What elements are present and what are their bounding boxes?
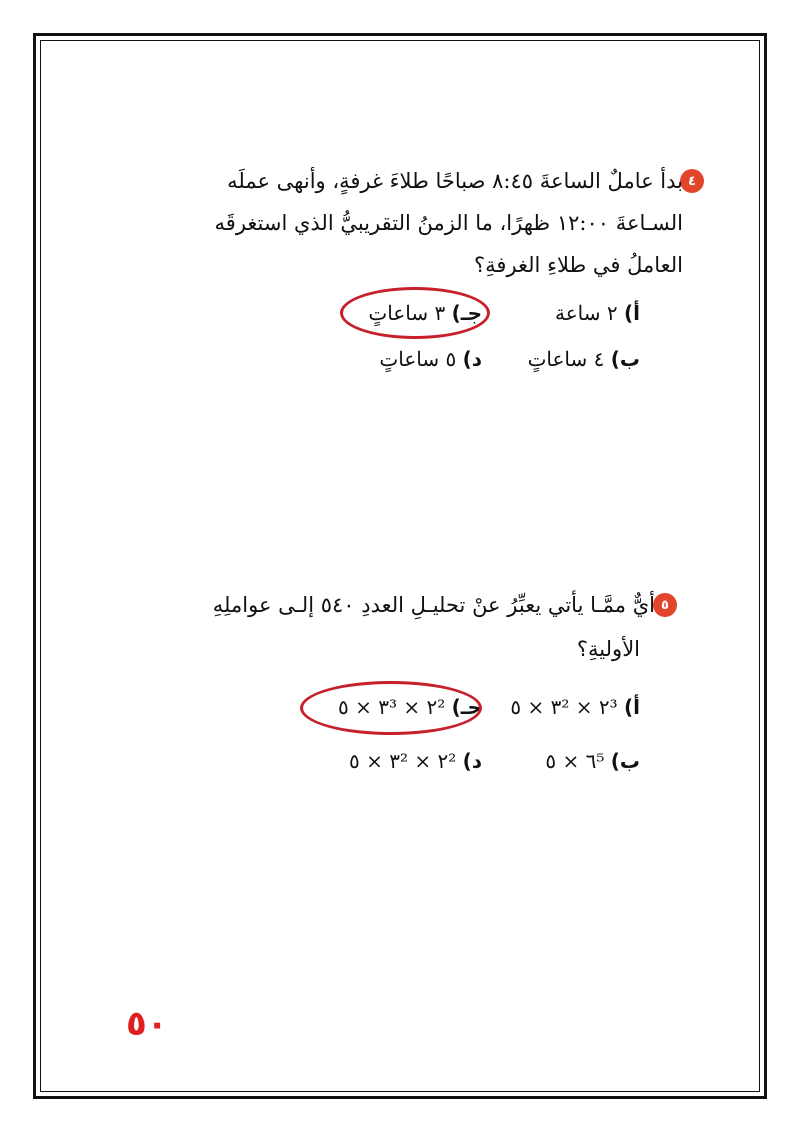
question-4-line-3: العاملُ في طلاءِ الغرفةِ؟: [474, 253, 683, 277]
option-letter: ب): [610, 347, 640, 371]
question-4-line-2: السـاعةَ ١٢:٠٠ ظهرًا، ما الزمنُ التقريبيُّ الذي استغرقَه: [214, 211, 683, 235]
option-letter: جـ): [451, 695, 482, 719]
option-letter: ب): [610, 749, 640, 773]
answer-circle-question-5: [300, 681, 482, 735]
option-letter: د): [462, 347, 482, 371]
question-5-line-2: الأوليةِ؟: [576, 637, 640, 661]
question-5-line-1: أيٌّ ممَّـا يأتي يعبِّرُ عنْ تحليـلِ العددِ ٥٤٠ إلـى عواملِهِ: [212, 593, 655, 617]
option-letter: أ): [624, 301, 640, 325]
question-4-option-d[interactable]: [379, 342, 482, 376]
option-letter: د): [462, 749, 482, 773]
option-letter: جـ): [451, 301, 482, 325]
option-letter: أ): [624, 695, 640, 719]
answer-circle-question-4: [340, 287, 490, 339]
question-5-number-badge: ٥: [653, 593, 677, 617]
option-text: ٢² × ٣² × ٥: [348, 749, 457, 773]
option-text: ٢³ × ٣² × ٥: [510, 695, 618, 719]
option-text: ٦⁵ × ٥: [545, 749, 605, 773]
question-5-option-d[interactable]: [349, 744, 482, 778]
question-5-option-b[interactable]: [545, 744, 640, 778]
page-number: ٥٠: [126, 1004, 168, 1044]
question-4-option-b[interactable]: [528, 342, 640, 376]
question-4-option-a[interactable]: [555, 296, 640, 330]
option-text: ٤ ساعاتٍ: [527, 347, 605, 371]
question-4-number-badge: ٤: [680, 169, 704, 193]
question-5-option-a[interactable]: [510, 690, 640, 724]
option-text: ٢² × ٣³ × ٥: [338, 695, 446, 719]
option-text: ٣ ساعاتٍ: [368, 301, 446, 325]
question-4-line-1: بدأ عاملٌ الساعةَ ٨:٤٥ صباحًا طلاءَ غرفةٍ، وأنهى عملَه: [227, 169, 683, 193]
option-text: ٢ ساعة: [555, 301, 618, 325]
option-text: ٥ ساعاتٍ: [379, 347, 457, 371]
